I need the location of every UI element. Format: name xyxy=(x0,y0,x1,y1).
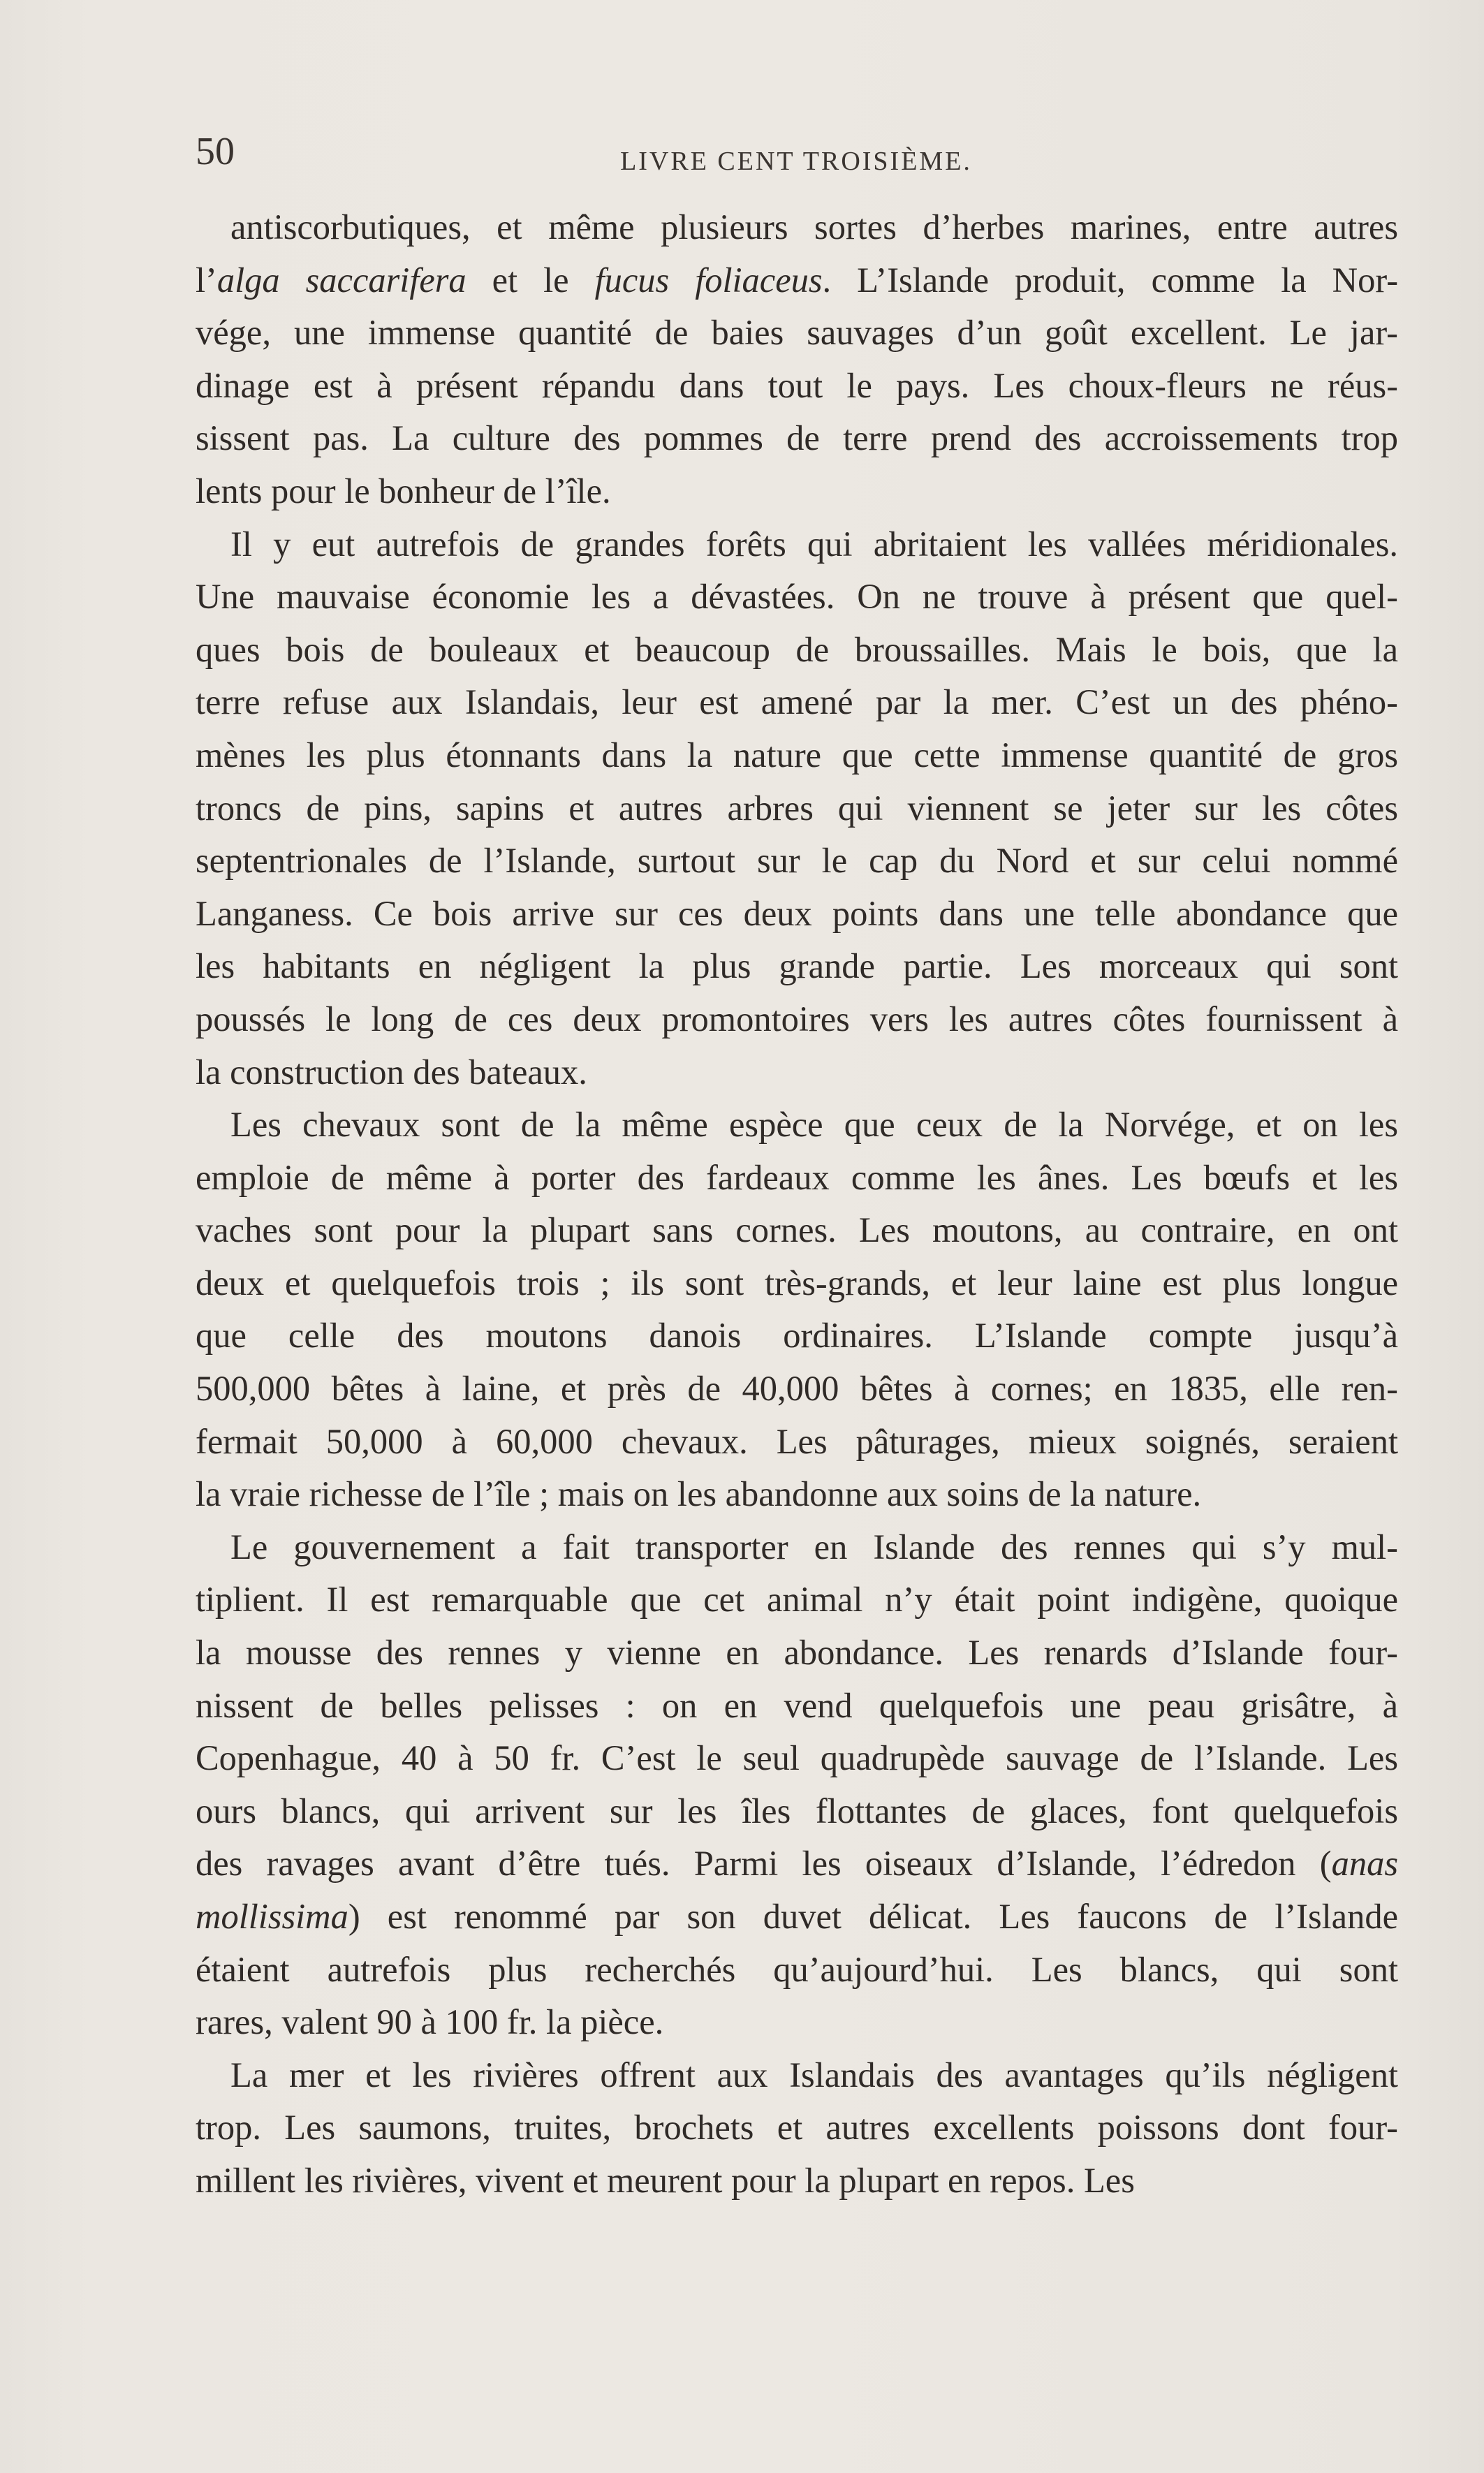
text-line: ours blancs, qui arrivent sur les îles flottantes de glaces, font quelquefois xyxy=(196,1791,1398,1830)
text-line: la vraie richesse de l’île ; mais on les abandonne aux soins de la nature. xyxy=(196,1474,1202,1514)
text-line: lents pour le bonheur de l’île. xyxy=(196,471,611,511)
text-line: rares, valent 90 à 100 fr. la pièce. xyxy=(196,2002,664,2042)
text-line: étaient autrefois plus recherchés qu’aujourd’hui. Les blancs, qui sont xyxy=(196,1949,1398,1989)
body-text xyxy=(196,201,1398,2208)
text-line: l’alga saccarifera et le fucus foliaceus. L’Islande produit, comme la Nor- xyxy=(196,260,1399,300)
text-line: antiscorbutiques, et même plusieurs sortes d’herbes marines, entre autres xyxy=(230,207,1398,247)
text-line: emploie de même à porter des fardeaux comme les ânes. Les bœufs et les xyxy=(196,1157,1398,1197)
text-line: La mer et les rivières offrent aux Islandais des avantages qu’ils négligent xyxy=(230,2055,1398,2094)
text-line: mollissima) est renommé par son duvet délicat. Les faucons de l’Islande xyxy=(196,1897,1398,1936)
text-line: 500,000 bêtes à laine, et près de 40,000 bêtes à cornes; en 1835, elle ren- xyxy=(196,1369,1398,1409)
text-line: ques bois de bouleaux et beaucoup de broussailles. Mais le bois, que la xyxy=(196,629,1398,669)
running-head xyxy=(196,129,1397,178)
page-number: 50 xyxy=(196,130,235,173)
text-line: trop. Les saumons, truites, brochets et autres excellents poissons dont four- xyxy=(196,2108,1398,2148)
text-line: Une mauvaise économie les a dévastées. On ne trouve à présent que quel- xyxy=(196,577,1398,617)
text-line: des ravages avant d’être tués. Parmi les oiseaux d’Islande, l’édredon (anas xyxy=(196,1844,1398,1884)
italic-term: mollissima xyxy=(196,1897,348,1936)
text-line: que celle des moutons danois ordinaires. L’Islande compte jusqu’à xyxy=(196,1316,1398,1356)
text-line: Le gouvernement a fait transporter en Islande des rennes qui s’y mul- xyxy=(230,1527,1398,1566)
text-line: vaches sont pour la plupart sans cornes. Les moutons, au contraire, en ont xyxy=(196,1210,1398,1250)
text-line: Copenhague, 40 à 50 fr. C’est le seul quadrupède sauvage de l’Islande. Les xyxy=(196,1738,1398,1778)
italic-term: anas xyxy=(1331,1844,1398,1884)
text-line: deux et quelquefois trois ; ils sont très-grands, et leur laine est plus longue xyxy=(196,1263,1398,1302)
text-line: Les chevaux sont de la même espèce que ceux de la Norvége, et on les xyxy=(230,1105,1398,1145)
text-line: la construction des bateaux. xyxy=(196,1052,587,1092)
text-line: troncs de pins, sapins et autres arbres qui viennent se jeter sur les côtes xyxy=(196,788,1398,828)
text-line: dinage est à présent répandu dans tout le pays. Les choux-fleurs ne réus- xyxy=(196,365,1398,405)
text-line: septentrionales de l’Islande, surtout sur le cap du Nord et sur celui nommé xyxy=(196,841,1398,881)
text-line: mènes les plus étonnants dans la nature que cette immense quantité de gros xyxy=(196,735,1398,775)
chapter-title: LIVRE CENT TROISIÈME. xyxy=(620,147,972,176)
text-line: millent les rivières, vivent et meurent pour la plupart en repos. Les xyxy=(196,2160,1135,2200)
text-line: les habitants en négligent la plus grande partie. Les morceaux qui sont xyxy=(196,946,1398,986)
text-line: tiplient. Il est remarquable que cet animal n’y était point indigène, quoique xyxy=(196,1580,1398,1620)
text-line: poussés le long de ces deux promontoires vers les autres côtes fournissent à xyxy=(196,999,1398,1039)
text-line: Langaness. Ce bois arrive sur ces deux points dans une telle abondance que xyxy=(196,893,1398,933)
italic-term: fucus foliaceus xyxy=(594,260,823,300)
text-line: fermait 50,000 à 60,000 chevaux. Les pâturages, mieux soignés, seraient xyxy=(196,1421,1398,1461)
text-line: vége, une immense quantité de baies sauvages d’un goût excellent. Le jar- xyxy=(196,313,1398,353)
text-line: la mousse des rennes y vienne en abondance. Les renards d’Islande four- xyxy=(196,1633,1398,1673)
italic-term: alga saccarifera xyxy=(216,260,466,300)
text-line: Il y eut autrefois de grandes forêts qui abritaient les vallées méridionales. xyxy=(230,524,1398,564)
text-line: nissent de belles pelisses : on en vend quelquefois une peau grisâtre, à xyxy=(196,1685,1398,1725)
text-line: terre refuse aux Islandais, leur est amené par la mer. C’est un des phéno- xyxy=(196,682,1398,722)
text-line: sissent pas. La culture des pommes de terre prend des accroissements trop xyxy=(196,418,1398,458)
